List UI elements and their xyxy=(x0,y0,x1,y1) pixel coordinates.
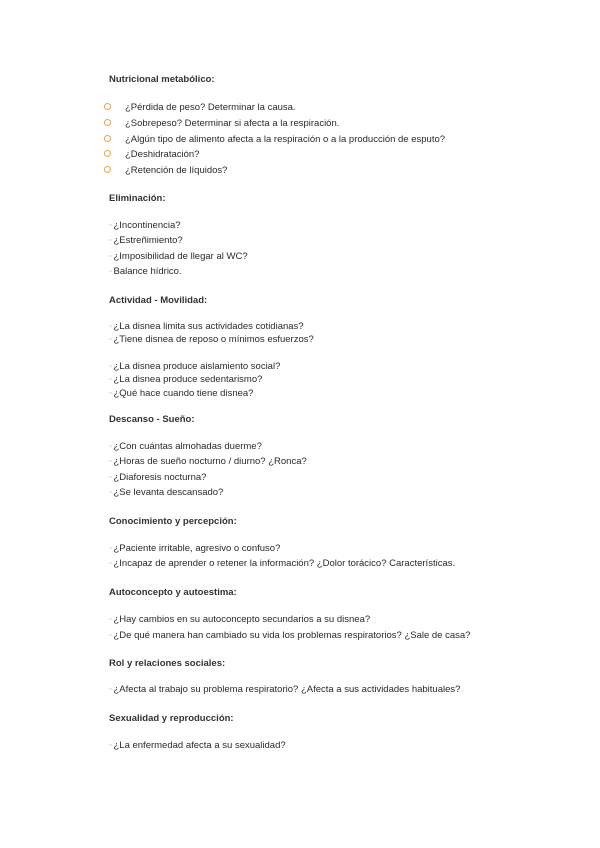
list-item: ¿Pérdida de peso? Determinar la causa. xyxy=(104,102,296,114)
section-title-eliminacion: Eliminación: xyxy=(109,193,166,204)
list-item: ▫ ¿Afecta al trabajo su problema respiratorio? ¿Afecta a sus actividades habituales? xyxy=(109,684,461,695)
section-title-descanso: Descanso - Sueño: xyxy=(109,414,195,425)
square-bullet-icon: ▫ xyxy=(109,222,112,229)
square-bullet-icon: ▫ xyxy=(109,686,112,693)
square-bullet-icon: ▫ xyxy=(109,237,112,244)
list-item: ▫ ¿Incapaz de aprender o retener la información? ¿Dolor torácico? Características. xyxy=(109,558,456,569)
square-bullet-icon: ▫ xyxy=(109,489,112,496)
circle-bullet-icon xyxy=(104,135,111,142)
circle-bullet-icon xyxy=(104,166,111,173)
section-title-conocimiento: Conocimiento y percepción: xyxy=(109,516,237,527)
list-item: ▫ ¿La disnea produce aislamiento social? xyxy=(109,361,281,372)
square-bullet-icon: ▫ xyxy=(109,616,112,623)
list-item: ▫ ¿Horas de sueño nocturno / diurno? ¿Ronca? xyxy=(109,456,307,467)
list-item: ¿Retención de líquidos? xyxy=(104,165,227,177)
list-item: ▫ ¿La enfermedad afecta a su sexualidad? xyxy=(109,740,286,751)
list-item: ▫ ¿Hay cambios en su autoconcepto secundarios a su disnea? xyxy=(109,614,371,625)
square-bullet-icon: ▫ xyxy=(109,376,112,383)
list-item: ¿Deshidratación? xyxy=(104,149,199,161)
square-bullet-icon: ▫ xyxy=(109,632,112,639)
list-item: ▫ ¿Tiene disnea de reposo o mínimos esfuerzos? xyxy=(109,334,314,345)
square-bullet-icon: ▫ xyxy=(109,742,112,749)
circle-bullet-icon xyxy=(104,119,111,126)
section-title-nutricional: Nutricional metabólico: xyxy=(109,74,215,85)
list-item: ▫ ¿Qué hace cuando tiene disnea? xyxy=(109,388,254,399)
list-item: ▫ ¿Se levanta descansado? xyxy=(109,487,224,498)
list-item: ¿Algún tipo de alimento afecta a la respiración o a la producción de esputo? xyxy=(104,134,445,146)
list-item: ▫ ¿Incontinencia? xyxy=(109,220,181,231)
list-item: ▫ ¿Diaforesis nocturna? xyxy=(109,472,207,483)
list-item: ▫ ¿Estreñimiento? xyxy=(109,235,183,246)
list-item: ▫ ¿La disnea limita sus actividades cotidianas? xyxy=(109,321,304,332)
section-title-actividad: Actividad - Movilidad: xyxy=(109,295,208,306)
square-bullet-icon: ▫ xyxy=(109,560,112,567)
list-item: ▫ ¿De qué manera han cambiado su vida los problemas respiratorios? ¿Sale de casa? xyxy=(109,630,471,641)
square-bullet-icon: ▫ xyxy=(109,545,112,552)
square-bullet-icon: ▫ xyxy=(109,323,112,330)
section-title-autoconcepto: Autoconcepto y autoestima: xyxy=(109,587,237,598)
square-bullet-icon: ▫ xyxy=(109,390,112,397)
list-item: ▫ Balance hídrico. xyxy=(109,266,182,277)
section-title-rol: Rol y relaciones sociales: xyxy=(109,658,226,669)
square-bullet-icon: ▫ xyxy=(109,443,112,450)
square-bullet-icon: ▫ xyxy=(109,253,112,260)
section-title-sexualidad: Sexualidad y reproducción: xyxy=(109,713,234,724)
square-bullet-icon: ▫ xyxy=(109,458,112,465)
square-bullet-icon: ▫ xyxy=(109,363,112,370)
square-bullet-icon: ▫ xyxy=(109,336,112,343)
list-item: ▫ ¿Con cuántas almohadas duerme? xyxy=(109,441,262,452)
list-item: ¿Sobrepeso? Determinar si afecta a la respiración. xyxy=(104,118,339,130)
circle-bullet-icon xyxy=(104,150,111,157)
list-item: ▫ ¿Paciente irritable, agresivo o confuso? xyxy=(109,543,281,554)
list-item: ▫ ¿Imposibilidad de llegar al WC? xyxy=(109,251,248,262)
circle-bullet-icon xyxy=(104,103,111,110)
square-bullet-icon: ▫ xyxy=(109,268,112,275)
list-item: ▫ ¿La disnea produce sedentarismo? xyxy=(109,374,263,385)
square-bullet-icon: ▫ xyxy=(109,474,112,481)
